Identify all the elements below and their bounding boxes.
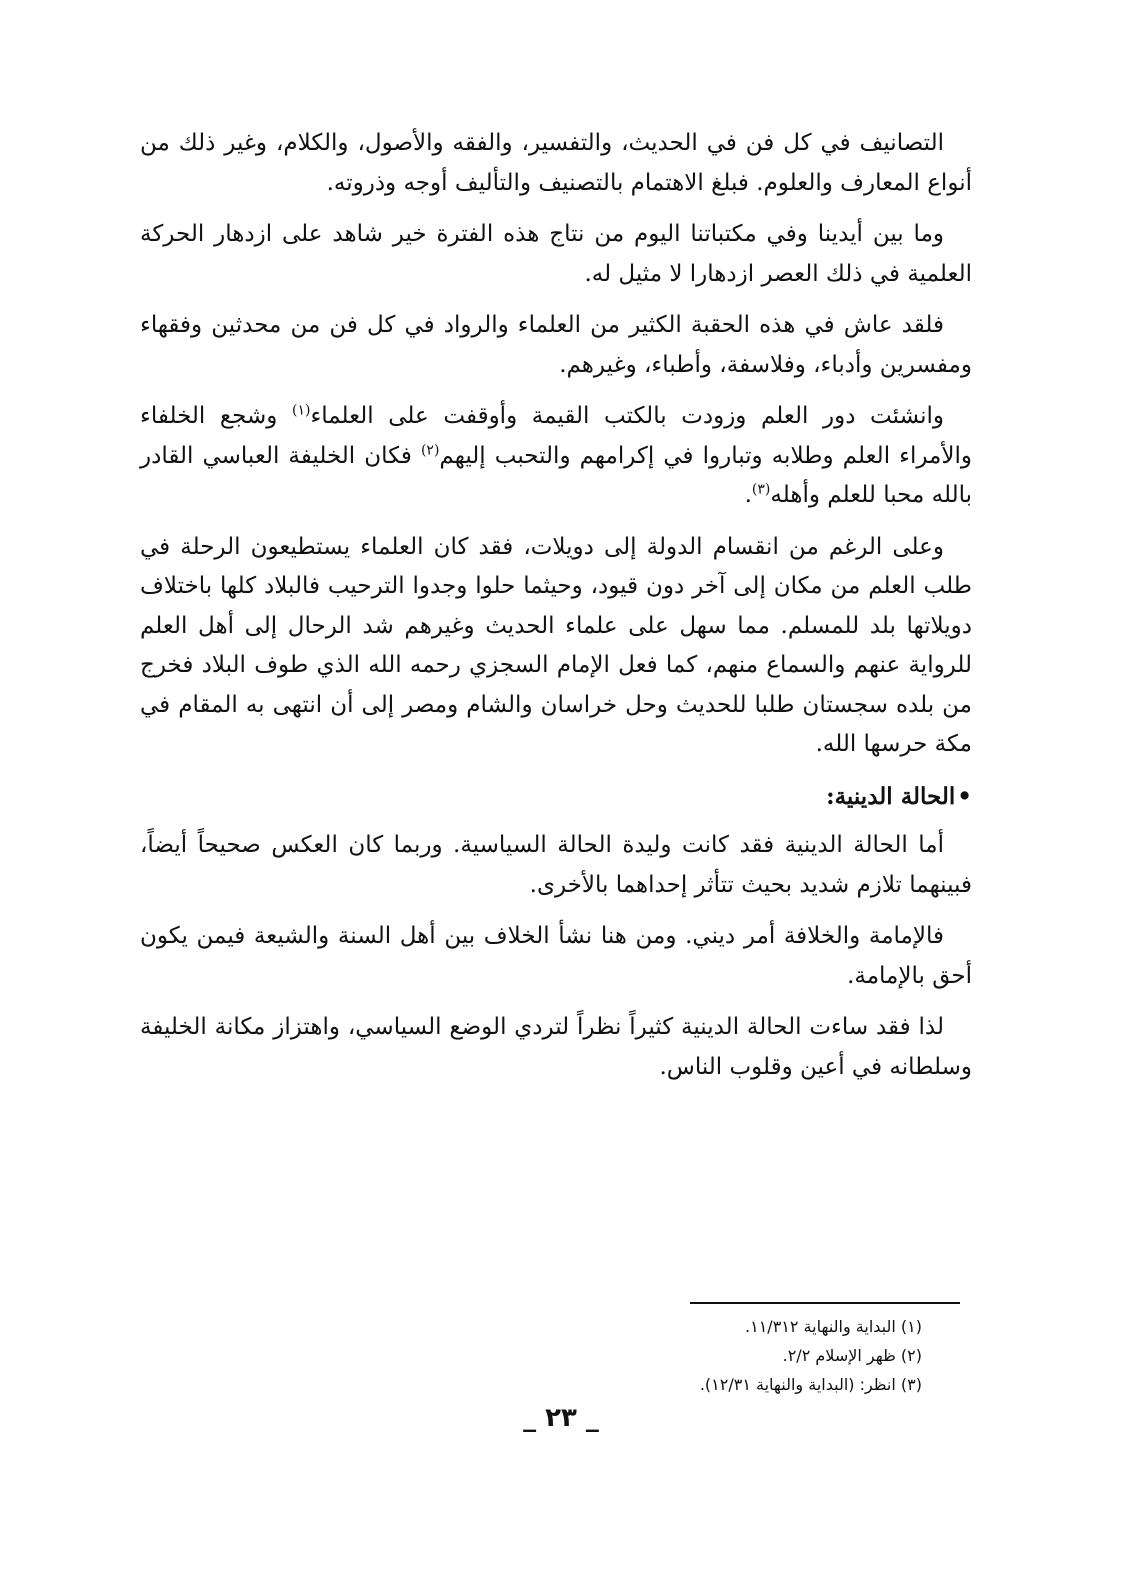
paragraph-4-part-1: وانشئت دور العلم وزودت بالكتب القيمة وأوقفت على العلماء (310, 403, 944, 429)
paragraph-6: أما الحالة الدينية فقد كانت وليدة الحالة السياسية. وربما كان العكس صحيحاً أيضاً، فبينهما تلازم شديد بحيث تتأثر إحداهما بالأخرى. (140, 832, 972, 898)
paragraph-2: وما بين أيدينا وفي مكتباتنا اليوم من نتاج هذه الفترة خير شاهد على ازدهار الحركة العلمية في ذلك العصر ازدهارا لا مثيل له. (140, 221, 972, 287)
footnote-ref-1[interactable]: (١) (291, 402, 311, 419)
footnote-ref-3[interactable]: (٣) (751, 481, 771, 498)
body-text (140, 124, 972, 1099)
paragraph-3: فلقد عاش في هذه الحقبة الكثير من العلماء والرواد في كل فن من محدثين وفقهاء ومفسرين وأدباء، وفلاسفة، وأطباء، وغيرهم. (140, 312, 972, 378)
page-number: _ ٢٣ _ (523, 1403, 599, 1433)
paragraph-5: وعلى الرغم من انقسام الدولة إلى دويلات، فقد كان العلماء يستطيعون الرحلة في طلب العلم من مكان إلى آخر دون قيود، وحيثما حلوا وجدوا الترحيب فالبلاد كلها باختلاف دويلاتها بلد للمسلم. مما سهل على علماء الحديث وغيرهم شد الرحال إلى أهل العلم للرواية عنهم والسماع منهم، كما فعل الإمام السجزي رحمه الله الذي طوف البلاد فخرج من بلده سجستان طلبا للحديث وحل خراسان والشام ومصر إلى أن انتهى به المقام في مكة حرسها الله. (140, 533, 972, 757)
paragraph-4 (140, 397, 972, 516)
footnote-3: (٣) انظر: (البداية والنهاية ١٢/٣١). (699, 1375, 922, 1394)
paragraph-4-part-2: وشجع الخلفاء والأمراء العلم وطلابه وتباروا في إكرامهم والتحبب إليهم (140, 403, 972, 469)
section-heading (140, 777, 972, 817)
footnote-divider (690, 1302, 960, 1304)
paragraph-1: التصانيف في كل فن في الحديث، والتفسير، والفقه والأصول، والكلام، وغير ذلك من أنواع المعارف والعلوم. فبلغ الاهتمام بالتصنيف والتأليف أوجه وذروته. (140, 130, 972, 196)
paragraph-4-part-3: فكان الخليفة العباسي القادر بالله محبا للعلم وأهله (140, 442, 972, 508)
footnote-2: (٢) ظهر الإسلام ٢/٢. (782, 1346, 922, 1365)
paragraph-7: فالإمامة والخلافة أمر ديني. ومن هنا نشأ الخلاف بين أهل السنة والشيعة فيمن يكون أحق بالإمامة. (140, 923, 972, 989)
heading-text: الحالة الدينية: (826, 782, 956, 810)
footnote-ref-2[interactable]: (٢) (420, 441, 440, 458)
footnote-1: (١) البداية والنهاية ١١/٣١٢. (745, 1317, 922, 1336)
footnotes (502, 1312, 922, 1399)
paragraph-4-part-4: . (744, 482, 752, 508)
heading-bullet: • (957, 782, 972, 810)
paragraph-8: لذا فقد ساءت الحالة الدينية كثيراً نظراً لتردي الوضع السياسي، واهتزاز مكانة الخليفة وسلطانه في أعين وقلوب الناس. (140, 1014, 972, 1080)
